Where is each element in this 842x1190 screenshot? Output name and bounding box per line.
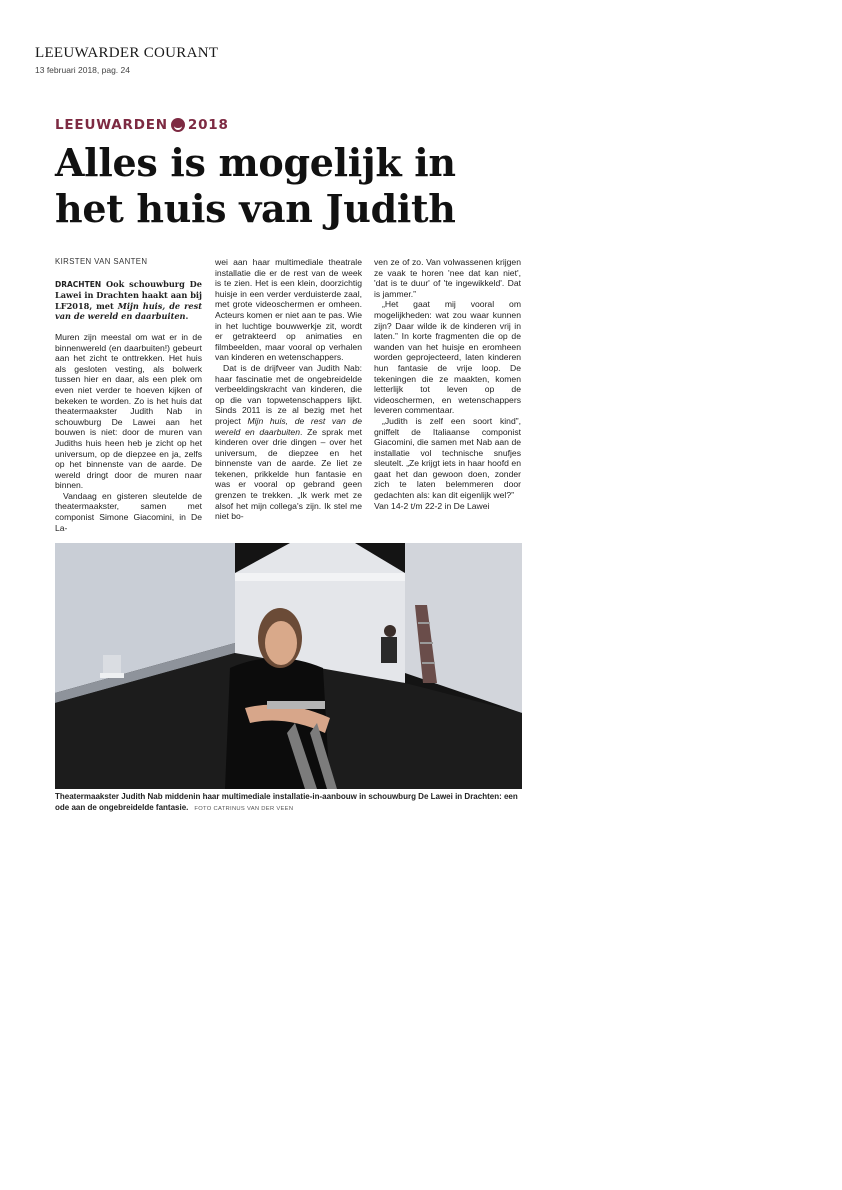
article-column-1 <box>55 257 202 533</box>
section-label <box>55 116 229 134</box>
paragraph-4-text-b: . Ze sprak met kinderen over drie dingen – over het universum, de diepzee en het binnenste van de aarde. Ze liet ze tekenen, prikkelde hun fantasie en was er vooral op gebrand geen grenzen te trekken. „Ik werk met ze alsof het mijn collega's zijn. Ik stel me niet bo- <box>215 426 363 522</box>
article-column-2 <box>215 257 362 522</box>
paragraph-6: „Het gaat mij vooral om mogelijkheden: wat zou waar kunnen zijn? Daar wilde ik de kinderen vrij in laten.” In korte fragmenten die op de wanden van het huisje en eromheen worden geprojecteerd, laten kinderen hun fantasie de vrije loop. De tekeningen die ze maakten, komen letterlijk tot leven op de videoschermen, en wetenschappers leveren commentaar. <box>374 299 521 416</box>
paragraph-1: Muren zijn meestal om wat er in de binnenwereld (en daarbuiten!) gebeurt aan het zicht te onttrekken. Het huis als gesloten vesting, als bolwerk tussen hier en daar, als een plek om even niet verder te hoeven kijken of bekeken te worden. Zo is het huis dat theatermaakster Judith Nab in schouwburg De Lawei aan het bouwen is niet: door de muren van Judiths huis heen heb je zicht op het universum, op de diepzee en ja, zelfs op het binnenste van de aarde. De wereld dringt door de muren naar binnen. <box>55 331 202 491</box>
photo-illustration <box>55 543 522 789</box>
lf2018-logo-icon <box>171 118 185 132</box>
intro-title-italic: Mijn huis, de rest van de wereld en daarbuiten <box>55 300 202 322</box>
caption-text: Theatermaakster Judith Nab middenin haar multimediale installatie-in-aanbouw in schouwburg De Lawei in Drachten: een ode aan de ongebreidelde fantasie. <box>55 792 518 812</box>
photo-caption <box>55 792 525 814</box>
paragraph-5: ven ze of zo. Van volwassenen krijgen ze vaak te horen 'nee dat kan niet', 'dat is te duur' of 'te ingewikkeld'. Dat is jammer.” <box>374 257 521 299</box>
newspaper-name: LEEUWARDER COURANT <box>35 45 219 61</box>
paragraph-4-italic: Mijn huis, de rest van de wereld en daarbuiten <box>215 415 362 437</box>
paragraph-2: Vandaag en gisteren sleutelde de theatermaakster, samen met componist Simone Giacomini, in De La- <box>55 490 202 533</box>
paragraph-4 <box>215 363 362 522</box>
paragraph-3: wei aan haar multimediale theatrale installatie die er de rest van de week is te zien. Het is een klein, doorzichtig huisje in een verder verduisterde zaal, met grote videoschermen er omheen. Acteurs komen er niet aan te pas. Wie in het luchtige bouwwerkje zit, wordt er getrakteerd op animaties en filmbeelden, maar vooral op verhalen van kinderen en wetenschappers. <box>215 257 362 363</box>
intro-text-2: . <box>185 311 189 322</box>
article-headline <box>55 140 525 232</box>
intro-dateline: DRACHTEN <box>55 279 102 289</box>
paragraph-7: „Judith is zelf een soort kind”, gniffelt de Italiaanse componist Giacomini, die samen met Nab aan de installatie vol technische snufjes sleutelt. „Ze krijgt iets in haar hoofd en gaat het dan gewoon doen, zonder zich te laten belemmeren door gedachten als: kan dit eigenlijk wel?” <box>374 415 521 501</box>
headline-line-2: het huis van Judith <box>55 186 456 231</box>
paragraph-4-text-a: Dat is de drijfveer van Judith Nab: haar fascinatie met de ongebreidelde verbeeldingskracht van kinderen, die op die van topwetenschappers lijkt. Sinds 2011 is ze al bezig met het project <box>215 362 362 426</box>
article-column-3 <box>374 257 521 511</box>
section-label-right: 2018 <box>187 117 229 133</box>
section-label-left: LEEUWARDEN <box>55 117 168 133</box>
event-info: Van 14-2 t/m 22-2 in De Lawei <box>374 500 490 511</box>
photo-credit: FOTO CATRINUS VAN DER VEEN <box>194 805 294 812</box>
article-photo <box>55 543 522 789</box>
byline: KIRSTEN VAN SANTEN <box>55 257 148 266</box>
headline-line-1: Alles is mogelijk in <box>55 140 456 185</box>
intro-text-1: Ook schouwburg De Lawei in Drachten haakt aan bij LF2018, met <box>55 278 202 311</box>
article-intro <box>55 279 202 322</box>
publication-date: 13 februari 2018, pag. 24 <box>35 65 130 75</box>
